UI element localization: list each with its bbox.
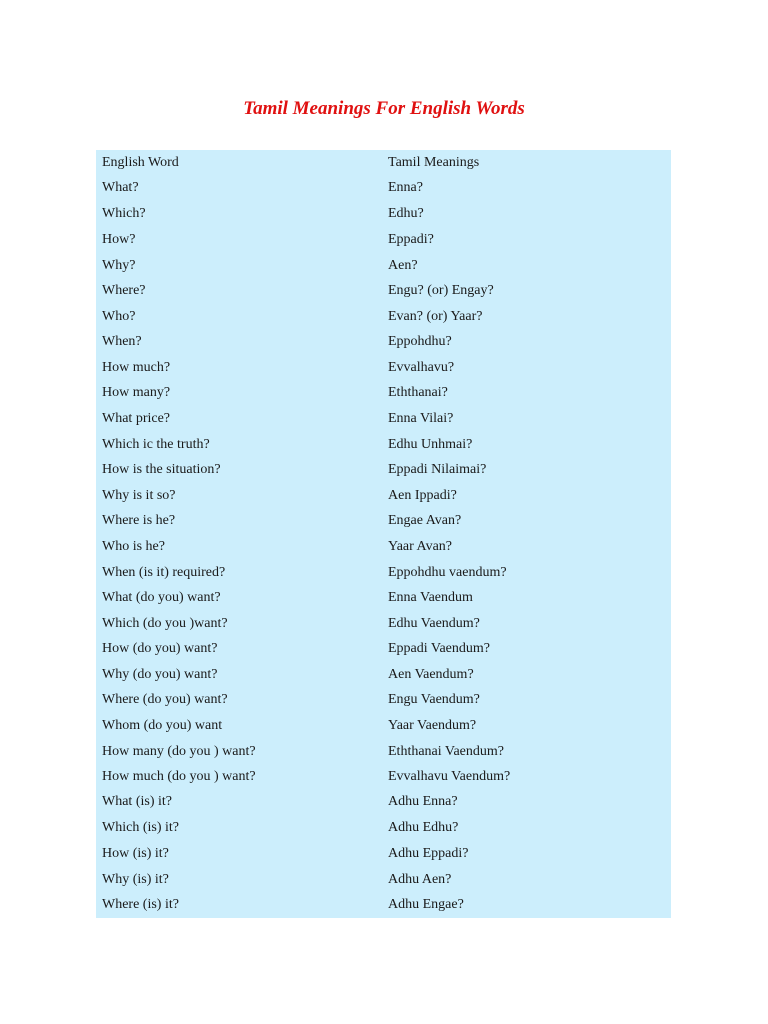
table-row	[96, 380, 671, 405]
table-row	[96, 739, 671, 764]
tamil-meaning-cell: Adhu Aen?	[388, 872, 452, 887]
table-row	[96, 687, 671, 712]
table-row	[96, 432, 671, 457]
tamil-meaning-cell: Eppohdhu?	[388, 334, 452, 349]
tamil-meaning-cell: Aen Vaendum?	[388, 667, 474, 682]
page-title: Tamil Meanings For English Words	[243, 98, 525, 119]
tamil-meaning-cell: Aen?	[388, 258, 418, 273]
table-row	[96, 892, 671, 917]
tamil-meaning-cell: Engu? (or) Engay?	[388, 283, 494, 298]
table-row	[96, 662, 671, 687]
english-word-cell: Why (is) it?	[102, 872, 169, 887]
table-row	[96, 713, 671, 738]
tamil-meaning-cell: Eppadi Nilaimai?	[388, 462, 487, 477]
english-word-cell: Which (is) it?	[102, 820, 179, 835]
english-word-cell: Which (do you )want?	[102, 616, 228, 631]
table-row	[96, 585, 671, 610]
table-row	[96, 406, 671, 431]
english-word-cell: How much (do you ) want?	[102, 769, 256, 784]
table-header-row	[96, 150, 671, 175]
english-word-cell: Which ic the truth?	[102, 437, 210, 452]
english-word-cell: Who?	[102, 309, 136, 324]
tamil-meaning-cell: Engae Avan?	[388, 513, 462, 528]
table-row	[96, 278, 671, 303]
vocabulary-table	[96, 150, 671, 918]
tamil-meaning-cell: Yaar Avan?	[388, 539, 453, 554]
english-word-cell: Where (is) it?	[102, 897, 179, 912]
table-row	[96, 201, 671, 226]
english-word-cell: Whom (do you) want	[102, 718, 223, 733]
english-word-cell: Why (do you) want?	[102, 667, 218, 682]
english-word-cell: How (is) it?	[102, 846, 169, 861]
tamil-meaning-cell: Enna Vaendum	[388, 590, 473, 605]
table-row	[96, 867, 671, 892]
english-word-cell: What (is) it?	[102, 794, 172, 809]
tamil-meaning-cell: Evvalhavu Vaendum?	[388, 769, 511, 784]
english-word-cell: What price?	[102, 411, 171, 426]
table-row	[96, 457, 671, 482]
header-english-word: English Word	[102, 155, 179, 170]
english-word-cell: When?	[102, 334, 142, 349]
english-word-cell: Why?	[102, 258, 136, 273]
table-row	[96, 483, 671, 508]
english-word-cell: Where is he?	[102, 513, 176, 528]
english-word-cell: How (do you) want?	[102, 641, 218, 656]
tamil-meaning-cell: Enna Vilai?	[388, 411, 454, 426]
english-word-cell: Where?	[102, 283, 146, 298]
table-row	[96, 508, 671, 533]
table-row	[96, 636, 671, 661]
english-word-cell: How much?	[102, 360, 171, 375]
tamil-meaning-cell: Adhu Enna?	[388, 794, 458, 809]
english-word-cell: What (do you) want?	[102, 590, 221, 605]
table-row	[96, 534, 671, 559]
tamil-meaning-cell: Eppadi?	[388, 232, 434, 247]
tamil-meaning-cell: Adhu Edhu?	[388, 820, 459, 835]
table-row	[96, 253, 671, 278]
table-row	[96, 764, 671, 789]
english-word-cell: How?	[102, 232, 136, 247]
table-row	[96, 355, 671, 380]
english-word-cell: How is the situation?	[102, 462, 221, 477]
english-word-cell: Who is he?	[102, 539, 165, 554]
english-word-cell: How many?	[102, 385, 171, 400]
english-word-cell: Why is it so?	[102, 488, 176, 503]
tamil-meaning-cell: Evvalhavu?	[388, 360, 455, 375]
tamil-meaning-cell: Enna?	[388, 180, 423, 195]
table-row	[96, 175, 671, 200]
english-word-cell: When (is it) required?	[102, 565, 226, 580]
tamil-meaning-cell: Edhu Unhmai?	[388, 437, 473, 452]
table-row	[96, 227, 671, 252]
english-word-cell: Where (do you) want?	[102, 692, 228, 707]
tamil-meaning-cell: Evan? (or) Yaar?	[388, 309, 483, 324]
table-row	[96, 560, 671, 585]
tamil-meaning-cell: Eththanai Vaendum?	[388, 744, 504, 759]
tamil-meaning-cell: Aen Ippadi?	[388, 488, 457, 503]
table-row	[96, 329, 671, 354]
english-word-cell: What?	[102, 180, 139, 195]
english-word-cell: Which?	[102, 206, 146, 221]
tamil-meaning-cell: Adhu Engae?	[388, 897, 464, 912]
tamil-meaning-cell: Eppadi Vaendum?	[388, 641, 490, 656]
header-tamil-meanings: Tamil Meanings	[388, 155, 480, 170]
table-row	[96, 815, 671, 840]
english-word-cell: How many (do you ) want?	[102, 744, 256, 759]
table-row	[96, 789, 671, 814]
tamil-meaning-cell: Eththanai?	[388, 385, 448, 400]
table-row	[96, 611, 671, 636]
tamil-meaning-cell: Yaar Vaendum?	[388, 718, 477, 733]
table-row	[96, 304, 671, 329]
tamil-meaning-cell: Engu Vaendum?	[388, 692, 480, 707]
table-row	[96, 841, 671, 866]
tamil-meaning-cell: Eppohdhu vaendum?	[388, 565, 507, 580]
tamil-meaning-cell: Adhu Eppadi?	[388, 846, 469, 861]
tamil-meaning-cell: Edhu?	[388, 206, 424, 221]
tamil-meaning-cell: Edhu Vaendum?	[388, 616, 480, 631]
